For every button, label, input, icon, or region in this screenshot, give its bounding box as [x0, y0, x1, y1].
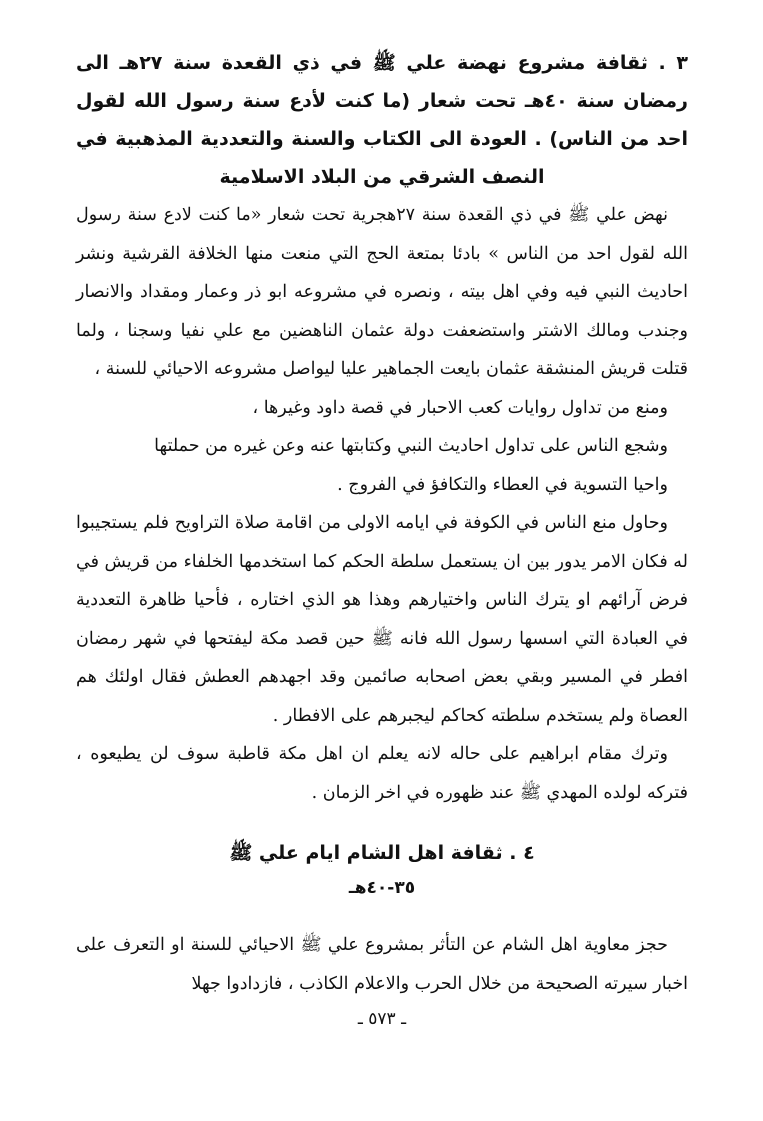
paragraph-hadith-encouragement: وشجع الناس على تداول احاديث النبي وكتابتها عنه وعن غيره من حملتها: [154, 436, 668, 456]
page-number: ـ ٥٧٣ ـ: [357, 1009, 407, 1029]
paragraph-taraweeh: وحاول منع الناس في الكوفة في ايامه الاولى من اقامة صلاة التراويح فلم يستجيبوا له فكان الامر يدور بين ان يستعمل سلطة الحكم كما استخدمها الخلفاء من قريش في فرض آرائهم او يترك الناس واختيارهم وهذا هو الذي اختاره ، فأحيا ظاهرة التعددية في العبادة التي اسسها رسول الله فانه ﷺ حين قصد مكة ليفتحها في شهر رمضان افطر في المسير وبقي بعض اصحابه صائمين وقد اجهدهم العطش فقال اولئك هم العصاة ولم يستخدم سلطته كحاكم ليجبرهم على الافطار .: [76, 513, 688, 726]
paragraph-muawiya: حجز معاوية اهل الشام عن التأثر بمشروع علي ﷺ الاحيائي للسنة او التعرف على اخبار سيرته الصحيحة من خلال الحرب والاعلام الكاذب ، فازدادوا جهلا: [76, 935, 688, 994]
section-3-heading: ٣ . ثقافة مشروع نهضة علي ﷺ في ذي القعدة سنة ٢٧هـ الى رمضان سنة ٤٠هـ تحت شعار (ما كنت لأدع سنة رسول الله لقول احد من الناس) . العودة الى الكتاب والسنة والتعددية المذهبية في النصف الشرقي من البلاد الاسلامية: [76, 52, 688, 188]
section-4-heading: ٤ . ثقافة اهل الشام ايام علي ﷺ: [229, 842, 535, 864]
paragraph-ali-uprising: نهض علي ﷺ في ذي القعدة سنة ٢٧هجرية تحت شعار «ما كنت لادع سنة رسول الله لقول احد من الناس » بادئا بمتعة الحج التي منعت منها الخلافة القرشية ونشر احاديث النبي فيه وفي اهل بيته ، ونصره في مشروعه ابو ذر وعمار ومقداد والانصار وجندب ومالك الاشتر واستضعفت دولة عثمان الناهضين مع علي نفيا وسجنا ، ولما قتلت قريش المنشقة عثمان بايعت الجماهير عليا ليواصل مشروعه الاحيائي للسنة ،: [76, 205, 688, 379]
paragraph-maqam-ibrahim: وترك مقام ابراهيم على حاله لانه يعلم ان اهل مكة قاطبة سوف لن يطيعوه ، فتركه لولده المهدي ﷺ عند ظهوره في اخر الزمان .: [76, 744, 688, 803]
paragraph-equality: واحيا التسوية في العطاء والتكافؤ في الفروج .: [337, 474, 668, 495]
book-page: [76, 44, 688, 1033]
section-4-date: ٣٥-٤٠هـ: [348, 878, 416, 898]
paragraph-kaab-ban: ومنع من تداول روايات كعب الاحبار في قصة داود وغيرها ،: [252, 397, 668, 418]
